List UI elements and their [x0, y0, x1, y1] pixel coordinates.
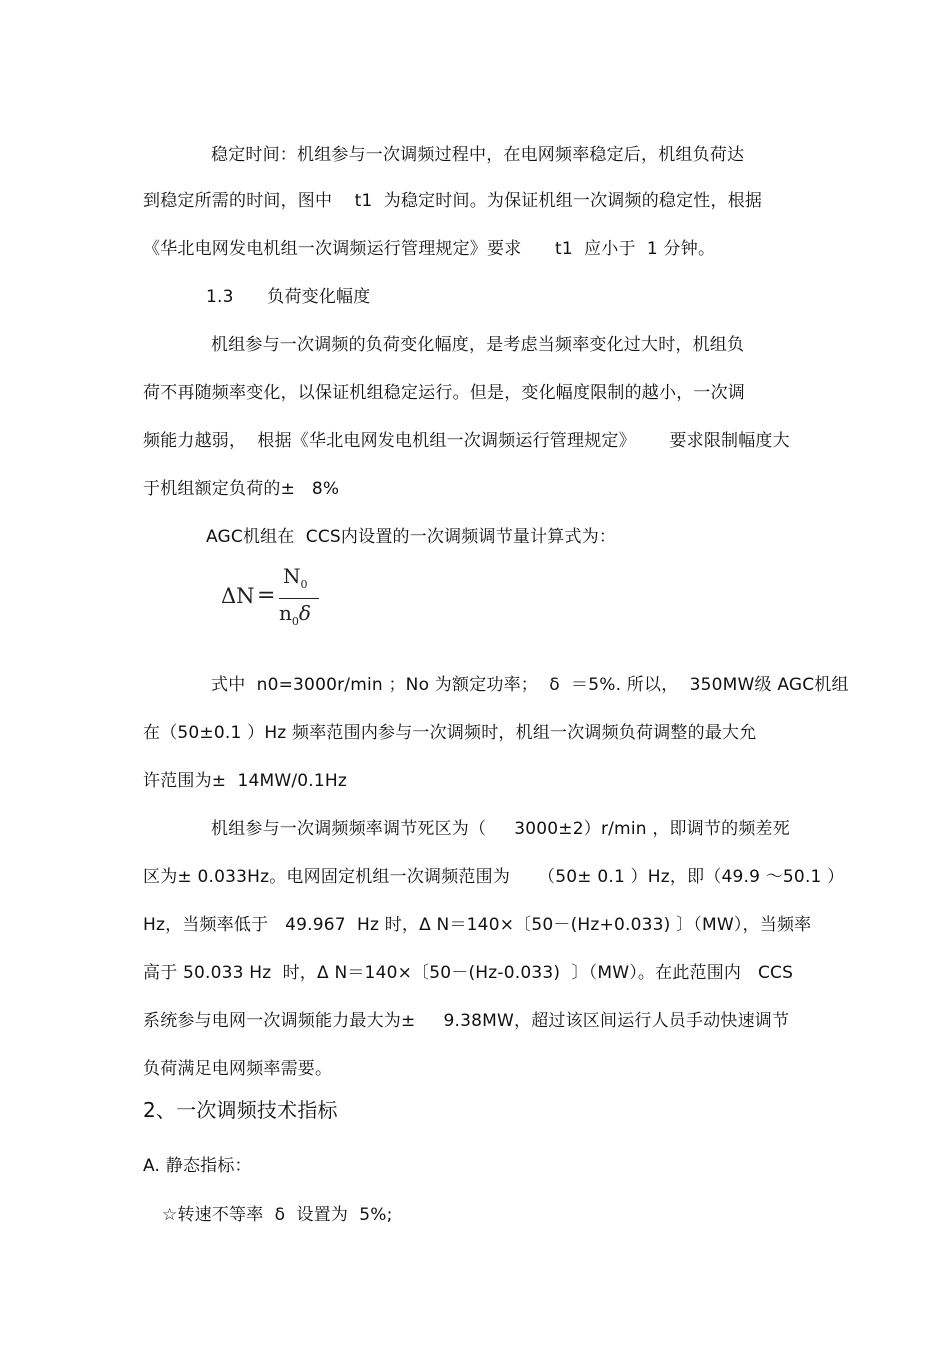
fraction-bar [279, 598, 319, 599]
formula-delta-n [221, 562, 331, 632]
paragraph-line: 高于 50.033 Hz 时，Δ N＝140×〔50－(Hz-0.033) 〕（MW）。在此范围内 CCS [143, 963, 794, 983]
paragraph-line: AGC机组在 CCS内设置的一次调频调节量计算式为： [206, 527, 617, 547]
paragraph-line: 在（50±0.1 ）Hz 频率范围内参与一次调频时，机组一次调频负荷调整的最大允 [143, 723, 757, 743]
paragraph-line: 许范围为± 14MW/0.1Hz [143, 771, 348, 791]
paragraph-line: 式中 n0=3000r/min ；No 为额定功率； δ ＝5%. 所以， 350MW级 AGC机组 [211, 675, 849, 695]
section-heading: 1.3 负荷变化幅度 [206, 287, 371, 307]
subheading-static: A. 静态指标： [143, 1156, 252, 1176]
paragraph-line: 机组参与一次调频的负荷变化幅度，是考虑当频率变化过大时，机组负 [211, 335, 745, 355]
section-heading-2: 2、一次调频技术指标 [143, 1098, 338, 1122]
formula-lhs: ΔN [221, 584, 255, 608]
paragraph-line: 频能力越弱， 根据《华北电网发电机组一次调频运行管理规定》 要求限制幅度大 [143, 431, 790, 451]
bullet-item: ☆转速不等率 δ 设置为 5%; [162, 1205, 393, 1225]
paragraph-line: 《华北电网发电机组一次调频运行管理规定》要求 t1 应小于 1 分钟。 [143, 239, 716, 259]
paragraph-line: 到稳定所需的时间，图中 t1 为稳定时间。为保证机组一次调频的稳定性，根据 [143, 191, 763, 211]
paragraph-line: 区为± 0.033Hz。电网固定机组一次调频范围为 （50± 0.1 ）Hz，即（49.9 ～50.1 ） [143, 867, 845, 887]
formula-equals: = [257, 583, 276, 608]
formula-numerator: $N_0$ [283, 564, 308, 591]
paragraph-line: Hz，当频率低于 49.967 Hz 时，Δ N＝140×〔50－(Hz+0.033) 〕（MW），当频率 [143, 915, 812, 935]
paragraph-line: 机组参与一次调频频率调节死区为（ 3000±2）r/min ，即调节的频差死 [211, 819, 790, 839]
paragraph-line: 于机组额定负荷的± 8% [143, 479, 340, 499]
paragraph-line: 负荷满足电网频率需要。 [143, 1059, 333, 1079]
paragraph-line: 系统参与电网一次调频能力最大为± 9.38MW，超过该区间运行人员手动快速调节 [143, 1011, 790, 1031]
paragraph-line: 稳定时间：机组参与一次调频过程中，在电网频率稳定后，机组负荷达 [211, 145, 745, 165]
formula-denominator: $n_0\delta$ [279, 601, 311, 628]
paragraph-line: 荷不再随频率变化，以保证机组稳定运行。但是，变化幅度限制的越小，一次调 [143, 383, 745, 403]
